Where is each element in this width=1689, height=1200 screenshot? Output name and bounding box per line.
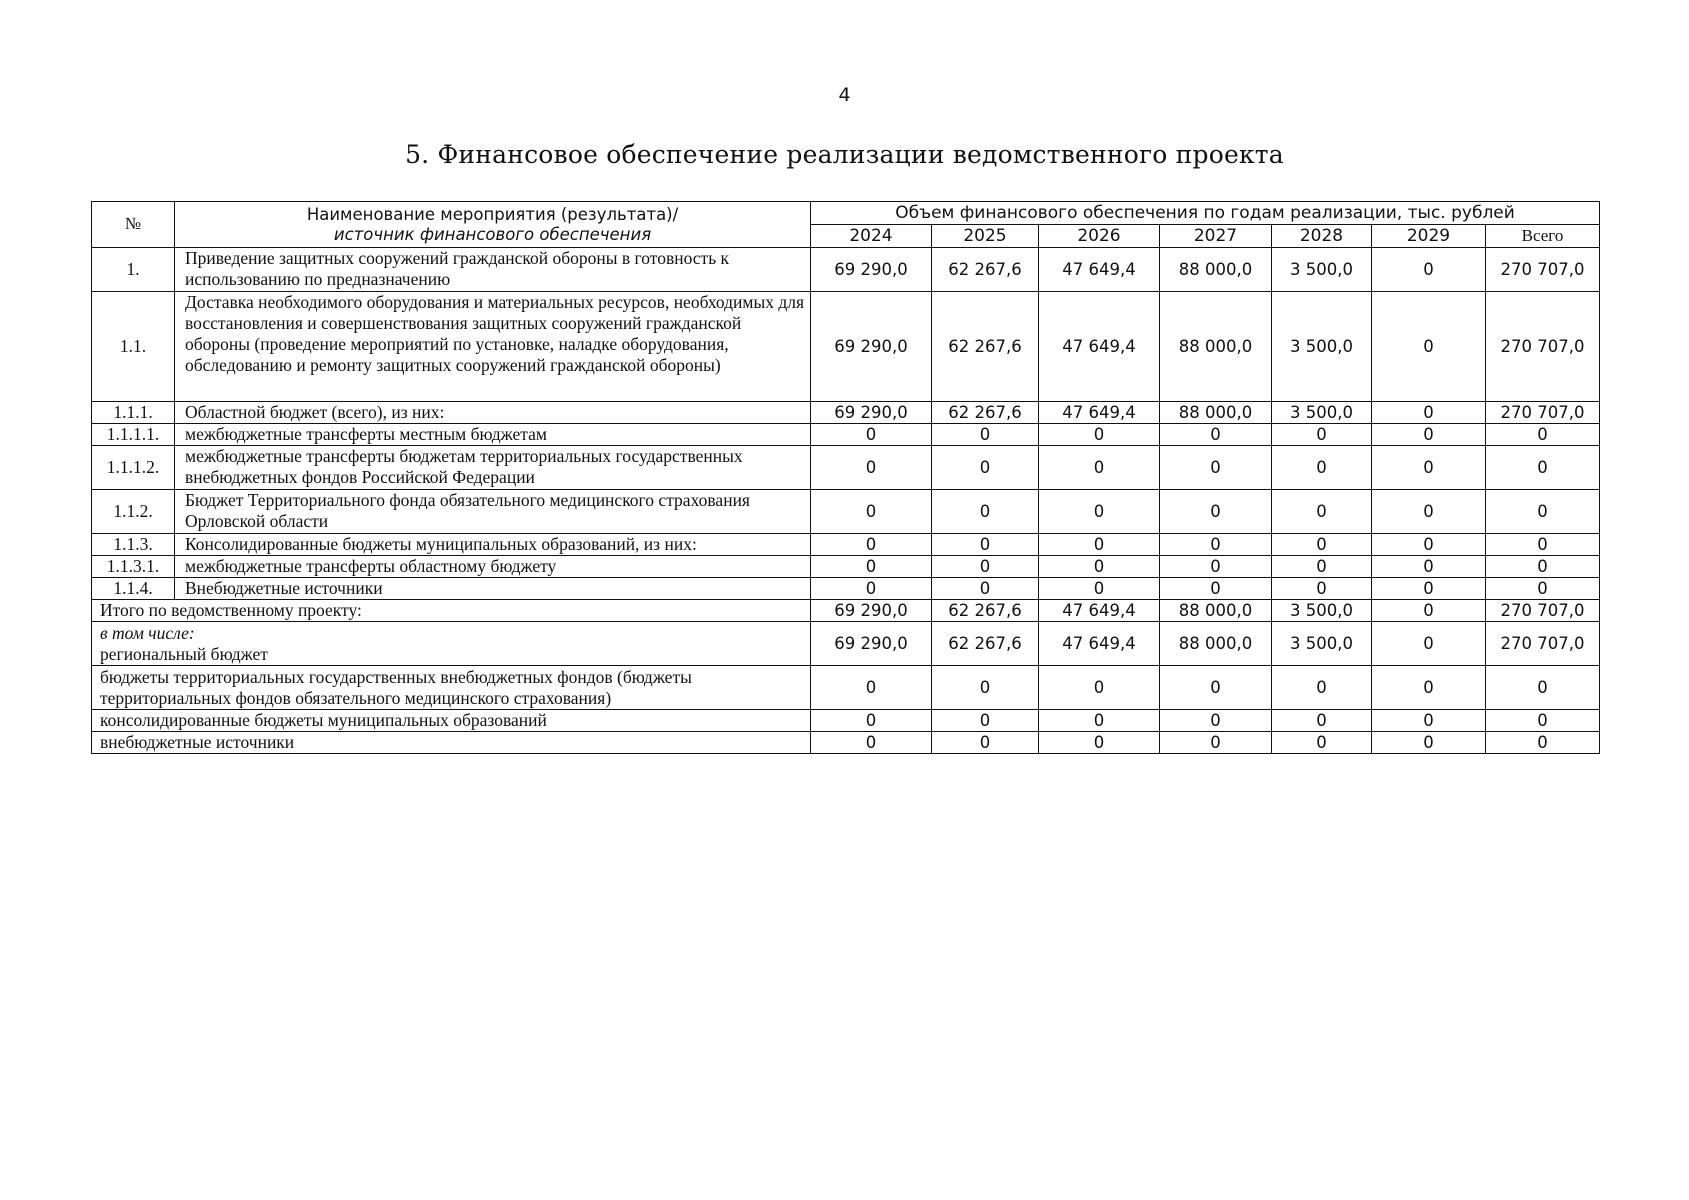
value-2029: 0 — [1372, 424, 1486, 446]
value-2029: 0 — [1372, 490, 1486, 534]
value-2027: 88 000,0 — [1160, 248, 1272, 292]
table-row — [92, 248, 1600, 292]
value-2027: 0 — [1160, 710, 1272, 732]
row-name: Областной бюджет (всего), из них: — [175, 402, 811, 424]
value-2026: 0 — [1039, 424, 1160, 446]
value-2028: 3 500,0 — [1272, 600, 1372, 622]
value-2026: 47 649,4 — [1039, 248, 1160, 292]
value-2027: 0 — [1160, 578, 1272, 600]
value-2026: 47 649,4 — [1039, 292, 1160, 402]
header-year-2026: 2026 — [1039, 225, 1160, 248]
total-label-italic: в том числе: — [100, 622, 195, 643]
value-2026: 0 — [1039, 534, 1160, 556]
value-total: 0 — [1486, 666, 1600, 710]
total-label — [92, 622, 811, 666]
value-2026: 47 649,4 — [1039, 600, 1160, 622]
row-code: 1.1.1. — [92, 402, 175, 424]
value-2027: 88 000,0 — [1160, 622, 1272, 666]
header-name-line2: источник финансового обеспечения — [333, 224, 652, 244]
value-2026: 47 649,4 — [1039, 402, 1160, 424]
value-2027: 88 000,0 — [1160, 600, 1272, 622]
value-2028: 0 — [1272, 534, 1372, 556]
table-row — [92, 534, 1600, 556]
row-name: Бюджет Территориального фонда обязательного медицинского страхования Орловской области — [175, 490, 811, 534]
header-year-2028: 2028 — [1272, 225, 1372, 248]
header-row-1 — [92, 202, 1600, 225]
row-code: 1.1.1.1. — [92, 424, 175, 446]
value-2029: 0 — [1372, 622, 1486, 666]
value-2029: 0 — [1372, 534, 1486, 556]
value-2025: 62 267,6 — [932, 402, 1039, 424]
value-total: 0 — [1486, 446, 1600, 490]
row-name: Приведение защитных сооружений гражданской обороны в готовность к использованию по предназначению — [175, 248, 811, 292]
value-2025: 62 267,6 — [932, 248, 1039, 292]
row-name: Консолидированные бюджеты муниципальных образований, из них: — [175, 534, 811, 556]
value-total: 270 707,0 — [1486, 600, 1600, 622]
value-2024: 0 — [811, 490, 932, 534]
value-2027: 0 — [1160, 732, 1272, 754]
value-total: 0 — [1486, 534, 1600, 556]
value-2025: 0 — [932, 446, 1039, 490]
header-name — [175, 202, 811, 248]
total-label — [92, 710, 811, 732]
value-total: 270 707,0 — [1486, 402, 1600, 424]
total-row — [92, 710, 1600, 732]
row-code: 1.1.1.2. — [92, 446, 175, 490]
value-2028: 3 500,0 — [1272, 248, 1372, 292]
value-2025: 0 — [932, 666, 1039, 710]
value-total: 0 — [1486, 556, 1600, 578]
value-total: 0 — [1486, 732, 1600, 754]
value-2027: 0 — [1160, 424, 1272, 446]
total-label — [92, 732, 811, 754]
row-code: 1.1.3. — [92, 534, 175, 556]
header-year-2029: 2029 — [1372, 225, 1486, 248]
table-row — [92, 556, 1600, 578]
value-2024: 0 — [811, 732, 932, 754]
value-total: 270 707,0 — [1486, 292, 1600, 402]
row-code: 1.1. — [92, 292, 175, 402]
financing-table — [91, 201, 1600, 754]
total-label-text: консолидированные бюджеты муниципальных образований — [100, 710, 547, 730]
value-2024: 0 — [811, 666, 932, 710]
table-row — [92, 578, 1600, 600]
total-label-text: Итого по ведомственному проекту: — [100, 600, 362, 620]
value-2028: 0 — [1272, 710, 1372, 732]
value-total: 0 — [1486, 424, 1600, 446]
header-name-line1: Наименование мероприятия (результата)/ — [306, 204, 679, 224]
value-2024: 69 290,0 — [811, 292, 932, 402]
value-2026: 47 649,4 — [1039, 622, 1160, 666]
page-number: 4 — [838, 84, 851, 106]
total-label-text: бюджеты территориальных государственных внебюджетных фондов (бюджеты территориальных фондов обязательного медицинского страхования) — [100, 666, 692, 708]
total-row — [92, 622, 1600, 666]
row-code: 1. — [92, 248, 175, 292]
value-2028: 3 500,0 — [1272, 622, 1372, 666]
value-2025: 62 267,6 — [932, 600, 1039, 622]
value-2024: 69 290,0 — [811, 622, 932, 666]
total-label — [92, 600, 811, 622]
value-2025: 0 — [932, 578, 1039, 600]
row-code: 1.1.3.1. — [92, 556, 175, 578]
value-2026: 0 — [1039, 666, 1160, 710]
value-2029: 0 — [1372, 248, 1486, 292]
section-heading: 5. Финансовое обеспечение реализации ведомственного проекта — [405, 140, 1284, 169]
value-2029: 0 — [1372, 600, 1486, 622]
value-2029: 0 — [1372, 578, 1486, 600]
value-2025: 0 — [932, 556, 1039, 578]
value-2028: 0 — [1272, 578, 1372, 600]
value-2027: 0 — [1160, 446, 1272, 490]
value-2025: 0 — [932, 732, 1039, 754]
value-2025: 0 — [932, 710, 1039, 732]
value-2029: 0 — [1372, 446, 1486, 490]
value-2026: 0 — [1039, 556, 1160, 578]
value-2024: 0 — [811, 534, 932, 556]
total-row — [92, 600, 1600, 622]
value-2024: 0 — [811, 578, 932, 600]
row-code: 1.1.4. — [92, 578, 175, 600]
value-2024: 69 290,0 — [811, 248, 932, 292]
total-row — [92, 666, 1600, 710]
value-2028: 0 — [1272, 556, 1372, 578]
header-volume-title: Объем финансового обеспечения по годам реализации, тыс. рублей — [811, 202, 1600, 225]
value-2029: 0 — [1372, 556, 1486, 578]
value-2027: 0 — [1160, 534, 1272, 556]
value-2028: 0 — [1272, 732, 1372, 754]
value-2024: 0 — [811, 424, 932, 446]
row-name: межбюджетные трансферты областному бюджету — [175, 556, 811, 578]
table-row — [92, 424, 1600, 446]
row-name: Доставка необходимого оборудования и материальных ресурсов, необходимых для восстановления и совершенствования защитных сооружений гражданской обороны (проведение мероприятий по установке, наладке оборудования, обследованию и ремонту защитных сооружений гражданской обороны) — [175, 292, 811, 402]
value-2025: 0 — [932, 490, 1039, 534]
header-number: № — [92, 202, 175, 248]
value-2024: 69 290,0 — [811, 600, 932, 622]
header-total: Всего — [1486, 225, 1600, 248]
total-row — [92, 732, 1600, 754]
value-2026: 0 — [1039, 490, 1160, 534]
row-name: Внебюджетные источники — [175, 578, 811, 600]
total-label — [92, 666, 811, 710]
header-year-2027: 2027 — [1160, 225, 1272, 248]
row-name: межбюджетные трансферты бюджетам территориальных государственных внебюджетных фондов Российской Федерации — [175, 446, 811, 490]
value-2027: 0 — [1160, 490, 1272, 534]
table-row — [92, 402, 1600, 424]
value-2028: 0 — [1272, 490, 1372, 534]
value-total: 0 — [1486, 490, 1600, 534]
value-2029: 0 — [1372, 710, 1486, 732]
value-2025: 62 267,6 — [932, 622, 1039, 666]
table-row — [92, 446, 1600, 490]
value-2026: 0 — [1039, 578, 1160, 600]
value-2027: 0 — [1160, 666, 1272, 710]
header-year-2024: 2024 — [811, 225, 932, 248]
value-2028: 3 500,0 — [1272, 292, 1372, 402]
total-label-text: внебюджетные источники — [100, 732, 295, 752]
value-2027: 88 000,0 — [1160, 292, 1272, 402]
value-2029: 0 — [1372, 732, 1486, 754]
table-row — [92, 292, 1600, 402]
total-label-text: региональный бюджет — [100, 643, 268, 664]
value-2026: 0 — [1039, 446, 1160, 490]
value-2026: 0 — [1039, 710, 1160, 732]
value-2029: 0 — [1372, 666, 1486, 710]
value-total: 0 — [1486, 710, 1600, 732]
value-2025: 62 267,6 — [932, 292, 1039, 402]
value-2026: 0 — [1039, 732, 1160, 754]
value-total: 270 707,0 — [1486, 248, 1600, 292]
value-2024: 0 — [811, 556, 932, 578]
value-2027: 0 — [1160, 556, 1272, 578]
value-2029: 0 — [1372, 292, 1486, 402]
value-2029: 0 — [1372, 402, 1486, 424]
row-name: межбюджетные трансферты местным бюджетам — [175, 424, 811, 446]
header-year-2025: 2025 — [932, 225, 1039, 248]
value-2028: 0 — [1272, 446, 1372, 490]
table-row — [92, 490, 1600, 534]
value-2024: 0 — [811, 710, 932, 732]
value-2025: 0 — [932, 534, 1039, 556]
value-2024: 0 — [811, 446, 932, 490]
value-2025: 0 — [932, 424, 1039, 446]
value-2028: 3 500,0 — [1272, 402, 1372, 424]
value-2028: 0 — [1272, 666, 1372, 710]
value-2027: 88 000,0 — [1160, 402, 1272, 424]
value-total: 0 — [1486, 578, 1600, 600]
row-code: 1.1.2. — [92, 490, 175, 534]
value-2024: 69 290,0 — [811, 402, 932, 424]
value-total: 270 707,0 — [1486, 622, 1600, 666]
value-2028: 0 — [1272, 424, 1372, 446]
